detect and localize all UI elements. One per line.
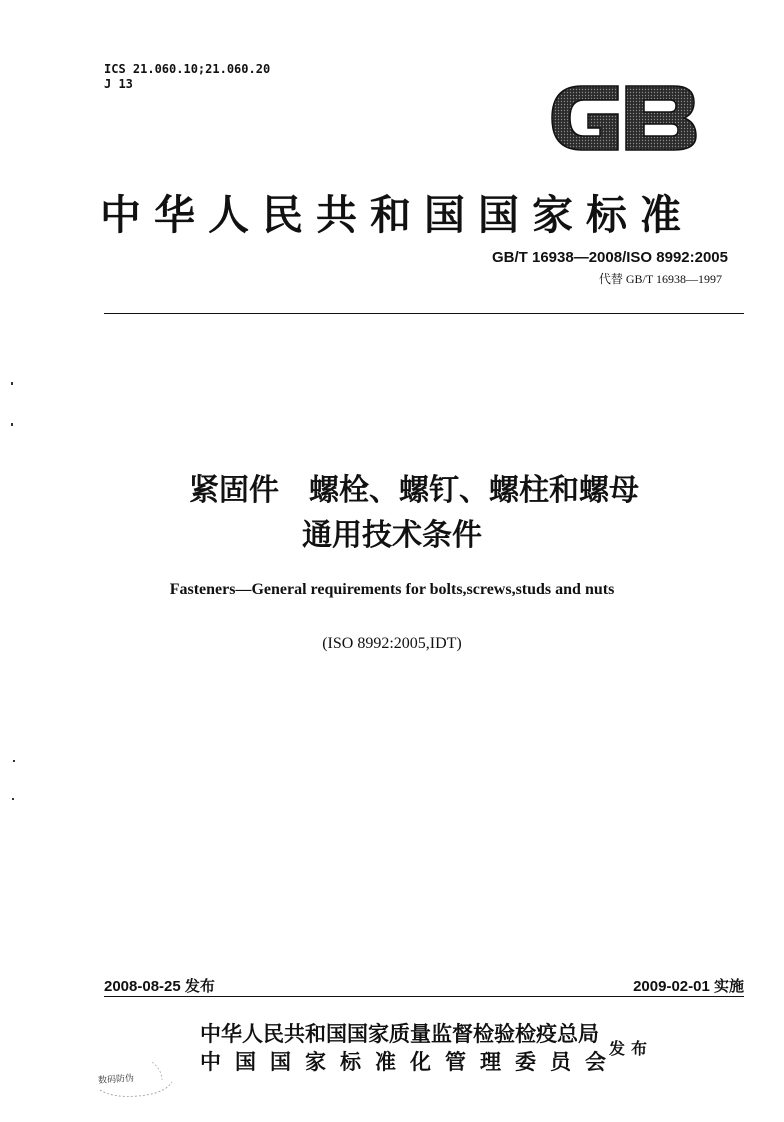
ics-code: ICS 21.060.10;21.060.20	[104, 62, 271, 76]
standard-number: GB/T 16938—2008/ISO 8992:2005	[492, 249, 728, 266]
header-divider	[104, 313, 744, 314]
ccs-code: J 13	[104, 77, 133, 91]
footer-divider	[104, 996, 744, 997]
title-chinese-line1: 紧固件 螺栓、螺钉、螺柱和螺母	[189, 473, 639, 508]
title-chinese-line2: 通用技术条件	[302, 518, 482, 553]
scan-speck	[11, 382, 13, 385]
main-title: 中华人民共和国国家标准	[100, 191, 694, 239]
issue-date: 2008-08-25 发布	[104, 978, 215, 995]
issuing-org-1: 中华人民共和国国家质量监督检验检疫总局	[200, 1021, 599, 1046]
scan-speck	[12, 798, 14, 800]
scan-speck	[13, 760, 15, 762]
stamp-text: 数码防伪	[97, 1073, 135, 1087]
issuing-org-2: 中国国家标准化管理委员会	[200, 1049, 620, 1074]
gb-logo-icon	[548, 82, 698, 154]
implementation-date: 2009-02-01 实施	[633, 978, 744, 995]
scan-speck	[11, 423, 13, 426]
classification-codes	[104, 62, 270, 92]
publish-label: 发布	[609, 1039, 654, 1058]
title-english: Fasteners—General requirements for bolts,screws,studs and nuts	[169, 581, 615, 598]
replaces-note: 代替 GB/T 16938—1997	[598, 272, 722, 286]
iso-reference: (ISO 8992:2005,IDT)	[322, 635, 462, 652]
